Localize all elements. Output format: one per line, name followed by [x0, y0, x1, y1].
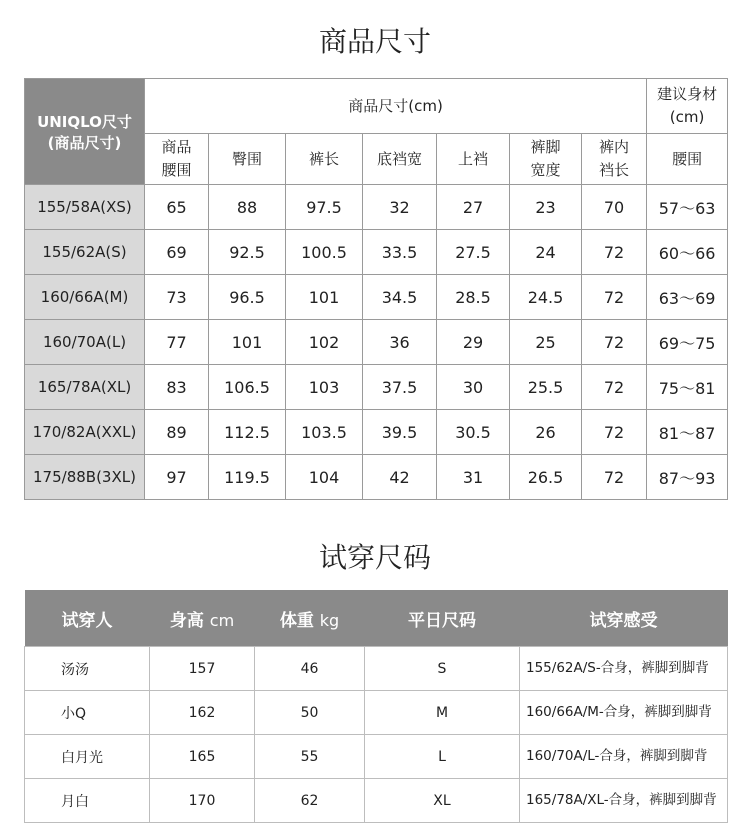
- size-value-cell: 25.5: [510, 365, 582, 410]
- trial-height-cell: 170: [150, 779, 255, 823]
- size-value-cell: 73: [145, 275, 209, 320]
- size-value-cell: 63～69: [647, 275, 728, 320]
- size-value-cell: 27.5: [437, 230, 510, 275]
- size-value-cell: 70: [582, 185, 647, 230]
- trial-person-cell: 汤汤: [25, 647, 150, 691]
- size-value-cell: 97.5: [286, 185, 363, 230]
- trial-person-cell: 小Q: [25, 691, 150, 735]
- trial-height-cell: 165: [150, 735, 255, 779]
- size-column-header-line1: 裤脚: [530, 138, 561, 156]
- size-column-header-line1: 上裆: [457, 149, 488, 168]
- size-column-header: [510, 134, 582, 185]
- trial-height-cell: 157: [150, 647, 255, 691]
- trial-weight-cell: 46: [255, 647, 365, 691]
- trial-feeling-cell: 155/62A/S-合身，裤脚到脚背: [520, 647, 728, 691]
- size-column-header-line2: 裆长: [599, 161, 630, 179]
- trial-row: [25, 779, 728, 823]
- size-value-cell: 32: [363, 185, 437, 230]
- size-column-header: [209, 134, 286, 185]
- trial-weight-header-unit: kg: [319, 610, 340, 630]
- size-value-cell: 24.5: [510, 275, 582, 320]
- size-value-cell: 83: [145, 365, 209, 410]
- size-value-cell: 75～81: [647, 365, 728, 410]
- size-chart-title: 商品尺寸: [318, 25, 431, 58]
- size-row: [25, 230, 728, 275]
- trial-weight-cell: 50: [255, 691, 365, 735]
- size-row: [25, 455, 728, 500]
- size-column-header: [437, 134, 510, 185]
- size-value-cell: 60～66: [647, 230, 728, 275]
- trial-person-cell: 月白: [25, 779, 150, 823]
- size-value-cell: 26.5: [510, 455, 582, 500]
- size-label-cell: 155/62A(S): [25, 230, 145, 275]
- size-value-cell: 103: [286, 365, 363, 410]
- size-value-cell: 72: [582, 365, 647, 410]
- trial-row: [25, 691, 728, 735]
- size-value-cell: 88: [209, 185, 286, 230]
- size-label-cell: 165/78A(XL): [25, 365, 145, 410]
- trial-weight-header-label: 体重: [279, 610, 314, 631]
- trial-person-header: 试穿人: [25, 590, 150, 647]
- size-value-cell: 106.5: [209, 365, 286, 410]
- size-value-cell: 57～63: [647, 185, 728, 230]
- size-column-header-line1: 底裆宽: [376, 149, 422, 168]
- trial-height-header-unit: cm: [209, 610, 235, 630]
- trial-feeling-cell: 160/66A/M-合身，裤脚到脚背: [520, 691, 728, 735]
- size-value-cell: 65: [145, 185, 209, 230]
- size-value-cell: 101: [209, 320, 286, 365]
- size-value-cell: 42: [363, 455, 437, 500]
- trial-feeling-header: 试穿感受: [520, 590, 728, 647]
- size-value-cell: 72: [582, 320, 647, 365]
- trial-size-title: 试穿尺码: [318, 541, 431, 574]
- size-value-cell: 87～93: [647, 455, 728, 500]
- size-value-cell: 72: [582, 230, 647, 275]
- size-value-cell: 25: [510, 320, 582, 365]
- size-value-cell: 24: [510, 230, 582, 275]
- trial-feeling-cell: 160/70A/L-合身，裤脚到脚背: [520, 735, 728, 779]
- size-label-cell: 160/70A(L): [25, 320, 145, 365]
- size-chart-table: [24, 78, 728, 500]
- size-column-header: [363, 134, 437, 185]
- size-row: [25, 365, 728, 410]
- size-value-cell: 23: [510, 185, 582, 230]
- trial-row: [25, 735, 728, 779]
- trial-size-table: [24, 590, 728, 823]
- size-row: [25, 320, 728, 365]
- size-value-cell: 27: [437, 185, 510, 230]
- size-value-cell: 100.5: [286, 230, 363, 275]
- size-value-cell: 72: [582, 455, 647, 500]
- brand-size-header: [25, 79, 145, 185]
- size-column-header: [647, 134, 728, 185]
- size-value-cell: 81～87: [647, 410, 728, 455]
- size-value-cell: 103.5: [286, 410, 363, 455]
- trial-size-cell: S: [365, 647, 520, 691]
- size-row: [25, 410, 728, 455]
- trial-height-cell: 162: [150, 691, 255, 735]
- size-value-cell: 72: [582, 410, 647, 455]
- size-value-cell: 34.5: [363, 275, 437, 320]
- trial-weight-cell: 62: [255, 779, 365, 823]
- size-column-header-line1: 商品: [161, 138, 192, 156]
- size-value-cell: 31: [437, 455, 510, 500]
- size-value-cell: 112.5: [209, 410, 286, 455]
- size-value-cell: 39.5: [363, 410, 437, 455]
- size-value-cell: 30.5: [437, 410, 510, 455]
- size-value-cell: 37.5: [363, 365, 437, 410]
- size-value-cell: 72: [582, 275, 647, 320]
- size-value-cell: 69～75: [647, 320, 728, 365]
- size-value-cell: 77: [145, 320, 209, 365]
- trial-feeling-cell: 165/78A/XL-合身，裤脚到脚背: [520, 779, 728, 823]
- size-value-cell: 33.5: [363, 230, 437, 275]
- size-row: [25, 275, 728, 320]
- size-label-cell: 160/66A(M): [25, 275, 145, 320]
- size-column-header-line2: 宽度: [530, 161, 561, 179]
- size-value-cell: 36: [363, 320, 437, 365]
- size-value-cell: 89: [145, 410, 209, 455]
- size-value-cell: 26: [510, 410, 582, 455]
- trial-row: [25, 647, 728, 691]
- suggested-body-header-line1: 建议身材: [657, 85, 718, 103]
- size-column-header: [286, 134, 363, 185]
- size-value-cell: 119.5: [209, 455, 286, 500]
- size-value-cell: 97: [145, 455, 209, 500]
- suggested-body-header: [647, 79, 728, 134]
- trial-size-cell: L: [365, 735, 520, 779]
- trial-size-cell: XL: [365, 779, 520, 823]
- size-value-cell: 104: [286, 455, 363, 500]
- size-value-cell: 28.5: [437, 275, 510, 320]
- size-column-header-line1: 裤长: [308, 149, 339, 168]
- brand-size-header-line2: (商品尺寸): [47, 133, 122, 152]
- trial-weight-cell: 55: [255, 735, 365, 779]
- trial-person-cell: 白月光: [25, 735, 150, 779]
- size-column-header-line1: 腰围: [672, 149, 703, 168]
- size-column-header-line2: 腰围: [161, 161, 192, 179]
- size-value-cell: 101: [286, 275, 363, 320]
- product-size-group-header: 商品尺寸(cm): [145, 79, 647, 134]
- size-column-header: [582, 134, 647, 185]
- size-value-cell: 92.5: [209, 230, 286, 275]
- size-value-cell: 30: [437, 365, 510, 410]
- size-value-cell: 96.5: [209, 275, 286, 320]
- size-value-cell: 69: [145, 230, 209, 275]
- trial-usual-size-header: 平日尺码: [365, 590, 520, 647]
- size-label-cell: 170/82A(XXL): [25, 410, 145, 455]
- size-label-cell: 155/58A(XS): [25, 185, 145, 230]
- trial-size-cell: M: [365, 691, 520, 735]
- size-row: [25, 185, 728, 230]
- size-column-header: [145, 134, 209, 185]
- trial-weight-header: [255, 590, 365, 647]
- size-value-cell: 29: [437, 320, 510, 365]
- trial-height-header-label: 身高: [169, 610, 204, 631]
- size-column-header-line1: 裤内: [599, 138, 630, 156]
- size-value-cell: 102: [286, 320, 363, 365]
- size-column-header-line1: 臀围: [231, 149, 262, 168]
- suggested-body-header-line2: (cm): [669, 108, 705, 126]
- trial-height-header: [150, 590, 255, 647]
- brand-size-header-line1: UNIQLO尺寸: [37, 112, 132, 131]
- size-label-cell: 175/88B(3XL): [25, 455, 145, 500]
